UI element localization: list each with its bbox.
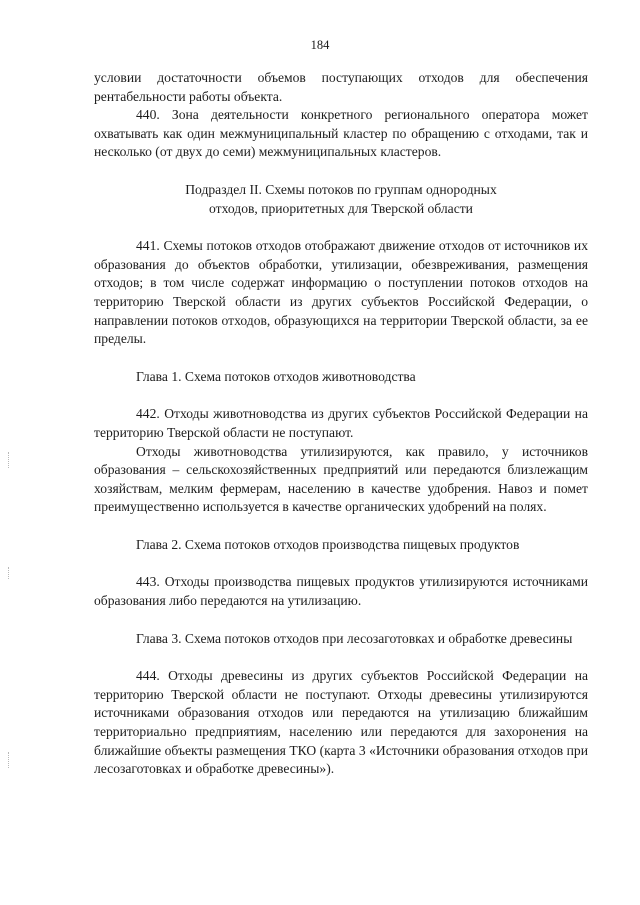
- paragraph-440: 440. Зона деятельности конкретного регионального оператора может охватывать как один межмуниципальный кластер по обращению с отходами, так и несколько (от двух до семи) межмуниципальных кластеров.: [94, 107, 588, 160]
- paragraph-continuation: условии достаточности объемов поступающих отходов для обеспечения рентабельности работы объекта.: [94, 70, 588, 104]
- paragraph-443: 443. Отходы производства пищевых продуктов утилизируются источниками образования либо передаются на утилизацию.: [94, 574, 588, 609]
- paragraph-444: 444. Отходы древесины из других субъектов Российской Федерации на территорию Тверской области не поступают. Отходы древесины утилизируются источниками образования отходов или передаются на утилизацию ближайшим территориально предприятиям, населению или передаются для захоронения на ближайшие объекты размещения ТКО (карта 3 «Источники образования отходов при лесозаготовках и обработке древесины»).: [94, 668, 588, 777]
- paragraph-441: 441. Схемы потоков отходов отображают движение отходов от источников их образования до объектов обработки, утилизации, обезвреживания, размещения отходов; в том числе содержат информацию о поступлении потоков отходов на территорию Тверской области из других субъектов Российской Федерации, о направлении потоков отходов, образующихся на территории Тверской области, за ее пределы.: [94, 238, 588, 347]
- scan-margin-mark: [8, 452, 10, 468]
- subsection-heading: Подраздел II. Схемы потоков по группам однородных отходов, приоритетных для Тверской области: [185, 181, 497, 216]
- page-number: 184: [310, 38, 330, 52]
- paragraph-442: 442. Отходы животноводства из других субъектов Российской Федерации на территорию Тверской области не поступают.: [94, 406, 588, 440]
- chapter-2-heading: Глава 2. Схема потоков отходов производства пищевых продуктов: [136, 536, 520, 552]
- chapter-3-heading: Глава 3. Схема потоков отходов при лесозаготовках и обработке древесины: [136, 630, 573, 646]
- paragraph-442-continuation: Отходы животноводства утилизируются, как правило, у источников образования – сельскохозяйственных предприятий или передаются близлежащим хозяйствам, мелким фермерам, населению в качестве удобрения. Навоз и помет преимущественно используется в качестве органических удобрений на полях.: [94, 443, 588, 515]
- scan-margin-mark: [8, 752, 10, 768]
- chapter-1-heading: Глава 1. Схема потоков отходов животноводства: [136, 368, 416, 384]
- page-body: [94, 69, 588, 779]
- scan-margin-mark: [8, 567, 10, 579]
